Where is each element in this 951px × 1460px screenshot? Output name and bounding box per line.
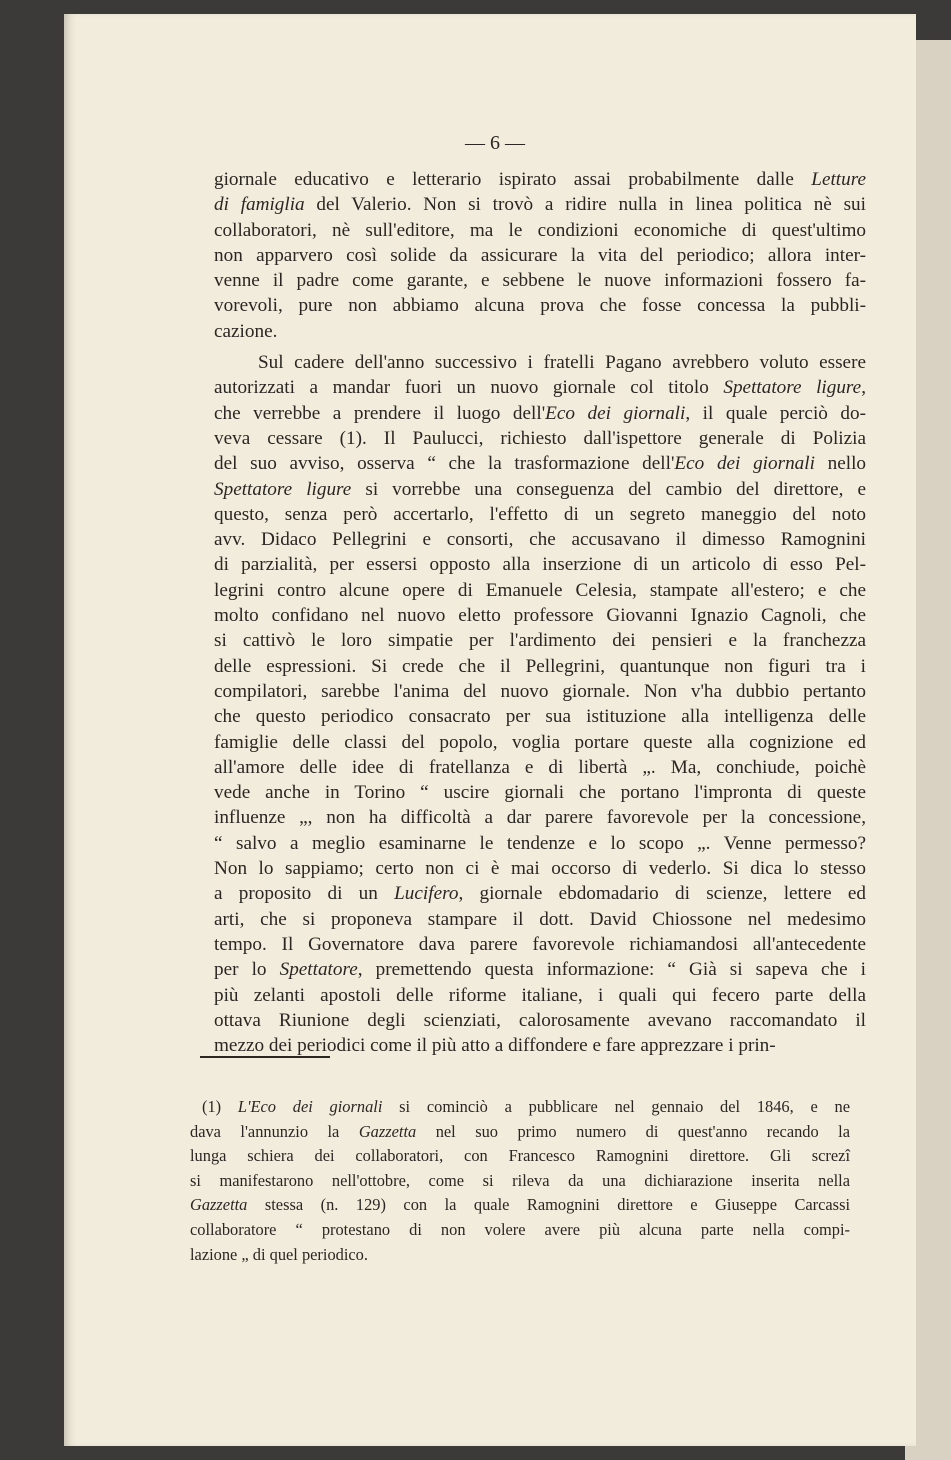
text-line <box>214 401 866 426</box>
text-segment: nello <box>814 453 867 475</box>
text-segment: si vorrebbe una conseguenza del cambio del direttore, e <box>351 478 866 500</box>
italic-text: Lucifero <box>394 883 459 905</box>
text-segment: arti, che si proponeva stampare il dott. David Chiossone nel medesimo <box>214 908 866 930</box>
text-line <box>214 831 866 856</box>
text-line <box>190 1095 850 1120</box>
text-segment: Sul cadere dell'anno successivo i fratelli Pagano avrebbero voluto essere <box>258 352 866 374</box>
text-segment: si cominciò a pubblicare nel gennaio del 1846, e ne <box>382 1097 851 1116</box>
text-line <box>214 218 866 243</box>
text-line <box>214 856 866 881</box>
text-segment: si cattivò le loro simpatie per l'ardimento dei pensieri e la franchezza <box>214 630 866 652</box>
text-segment: questo, senza però accertarlo, l'effetto di un segreto maneggio del noto <box>214 503 866 525</box>
page-number: — 6 — <box>465 132 525 154</box>
text-segment: nel suo primo numero di quest'anno recando la <box>416 1121 850 1141</box>
text-segment: , premettendo questa informazione: “ Già si sapeva che i <box>357 959 866 981</box>
text-segment: legrini contro alcune opere di Emanuele Celesia, stampate all'estero; e che <box>214 579 866 601</box>
text-segment: stessa (n. 129) con la quale Ramognini direttore e Giuseppe Carcassi <box>247 1195 850 1215</box>
text-segment: per lo <box>214 959 280 981</box>
italic-text: Eco dei giornali <box>674 453 815 475</box>
text-segment: lazione „ di quel periodico. <box>190 1244 368 1264</box>
italic-text: Spettatore <box>279 959 358 981</box>
text-line <box>190 1144 850 1169</box>
text-line <box>190 1193 850 1218</box>
text-segment: all'amore delle idee di fratellanza e di libertà „. Ma, conchiude, poichè <box>214 756 866 778</box>
text-line <box>214 704 866 729</box>
text-segment: del Valerio. Non si trovò a ridire nulla in linea politica nè sui <box>304 194 866 216</box>
text-segment: che verrebbe a prendere il luogo dell' <box>214 402 546 424</box>
footnote <box>190 1095 850 1267</box>
text-segment: delle espressioni. Si crede che il Pellegrini, quantunque non figuri tra i <box>214 655 866 677</box>
text-line <box>214 730 866 755</box>
text-segment: vorevoli, pure non abbiamo alcuna prova che fosse concessa la pubbli- <box>214 295 866 317</box>
text-line <box>214 350 866 375</box>
text-segment: (1) <box>202 1097 238 1116</box>
text-segment: collaboratore “ protestano di non volere avere più alcuna parte nella compi- <box>190 1219 850 1239</box>
italic-text: Gazzetta <box>358 1121 417 1141</box>
text-segment: tempo. Il Governatore dava parere favorevole richiamandosi all'antecedente <box>214 933 866 955</box>
text-line <box>214 451 866 476</box>
text-line <box>214 907 866 932</box>
text-segment: influenze „, non ha difficoltà a dar parere favorevole per la concessione, <box>214 807 866 829</box>
italic-text: L'Eco dei giornali <box>237 1097 383 1116</box>
text-line <box>190 1218 850 1243</box>
text-line <box>214 1033 866 1058</box>
text-segment: del suo avviso, osserva “ che la trasformazione dell' <box>214 453 675 475</box>
text-segment: cazione. <box>214 320 278 342</box>
text-line <box>214 805 866 830</box>
text-line <box>190 1120 850 1145</box>
text-segment: Non lo sappiamo; certo non ci è mai occorso di vederlo. Si dica lo stesso <box>214 858 866 880</box>
text-segment: famiglie delle classi del popolo, voglia portare queste alla cognizione ed <box>214 731 866 753</box>
text-line <box>214 293 866 318</box>
text-segment: ottava Riunione degli scienziati, calorosamente avevano raccomandato il <box>214 1009 866 1031</box>
text-segment: di parzialità, per essersi opposto alla inserzione di un articolo di esso Pel- <box>214 554 866 576</box>
text-segment: si manifestarono nell'ottobre, come si rileva da una dichiarazione inserita nella <box>190 1170 850 1190</box>
text-segment: non apparvero così solide da assicurare la vita del periodico; allora inter- <box>214 244 866 266</box>
text-segment: veva cessare (1). Il Paulucci, richiesto dall'ispettore generale di Polizia <box>214 427 866 449</box>
text-line <box>214 167 866 192</box>
text-line <box>214 375 866 400</box>
text-segment: più zelanti apostoli delle riforme italiane, i quali qui fecero parte della <box>214 984 866 1006</box>
text-line <box>214 477 866 502</box>
book-page <box>64 14 916 1446</box>
text-line <box>214 1008 866 1033</box>
italic-text: Eco dei giornali <box>545 402 686 424</box>
text-line <box>214 881 866 906</box>
italic-text: Spettatore ligure <box>723 377 862 399</box>
text-segment: , <box>861 377 866 399</box>
text-segment: mezzo dei periodici come il più atto a diffondere e fare apprezzare i prin- <box>214 1035 776 1057</box>
text-line <box>214 192 866 217</box>
text-line <box>214 679 866 704</box>
text-segment: , giornale ebdomadario di scienze, lettere ed <box>458 883 866 905</box>
text-line <box>214 243 866 268</box>
text-line <box>214 780 866 805</box>
text-segment: autorizzati a mandar fuori un nuovo giornale col titolo <box>214 377 724 399</box>
footnote-separator <box>200 1056 330 1058</box>
text-line <box>214 654 866 679</box>
italic-text: di famiglia <box>214 194 305 216</box>
text-line <box>214 552 866 577</box>
text-segment: a proposito di un <box>214 883 395 905</box>
text-segment: che questo periodico consacrato per sua istituzione alla intelligenza delle <box>214 706 866 728</box>
text-line <box>214 319 866 344</box>
text-segment: “ salvo a meglio esaminarne le tendenze e lo scopo „. Venne permesso? <box>214 832 866 854</box>
text-line <box>214 502 866 527</box>
text-line <box>214 268 866 293</box>
text-line <box>214 578 866 603</box>
text-line <box>214 603 866 628</box>
italic-text: Gazzetta <box>190 1195 248 1215</box>
paragraph <box>214 350 866 1058</box>
text-segment: dava l'annunzio la <box>190 1121 359 1141</box>
text-segment: avv. Didaco Pellegrini e consorti, che accusavano il dimesso Ramognini <box>214 529 866 551</box>
text-segment: compilatori, sarebbe l'anima del nuovo giornale. Non v'ha dubbio pertanto <box>214 680 866 702</box>
text-segment: molto confidano nel nuovo eletto professore Giovanni Ignazio Cagnoli, che <box>214 605 866 627</box>
main-text <box>214 167 866 1064</box>
italic-text: Spettatore ligure <box>214 478 352 500</box>
text-line <box>214 932 866 957</box>
text-line <box>214 628 866 653</box>
text-segment: , il quale perciò do- <box>685 402 866 424</box>
text-segment: collaboratori, nè sull'editore, ma le condizioni economiche di quest'ultimo <box>214 219 866 241</box>
text-line <box>190 1243 850 1268</box>
text-line <box>214 755 866 780</box>
text-line <box>190 1169 850 1194</box>
text-line <box>214 983 866 1008</box>
paragraph <box>214 167 866 344</box>
italic-text: Letture <box>811 169 866 190</box>
text-line <box>214 527 866 552</box>
text-line <box>214 426 866 451</box>
text-segment: lunga schiera dei collaboratori, con Francesco Ramognini direttore. Gli screzî <box>190 1146 850 1166</box>
text-segment: vede anche in Torino “ uscire giornali che portano l'impronta di queste <box>214 782 866 804</box>
text-line <box>214 957 866 982</box>
text-segment: venne il padre come garante, e sebbene le nuove informazioni fossero fa- <box>214 270 866 292</box>
text-segment: giornale educativo e letterario ispirato assai probabilmente dalle <box>214 169 812 190</box>
